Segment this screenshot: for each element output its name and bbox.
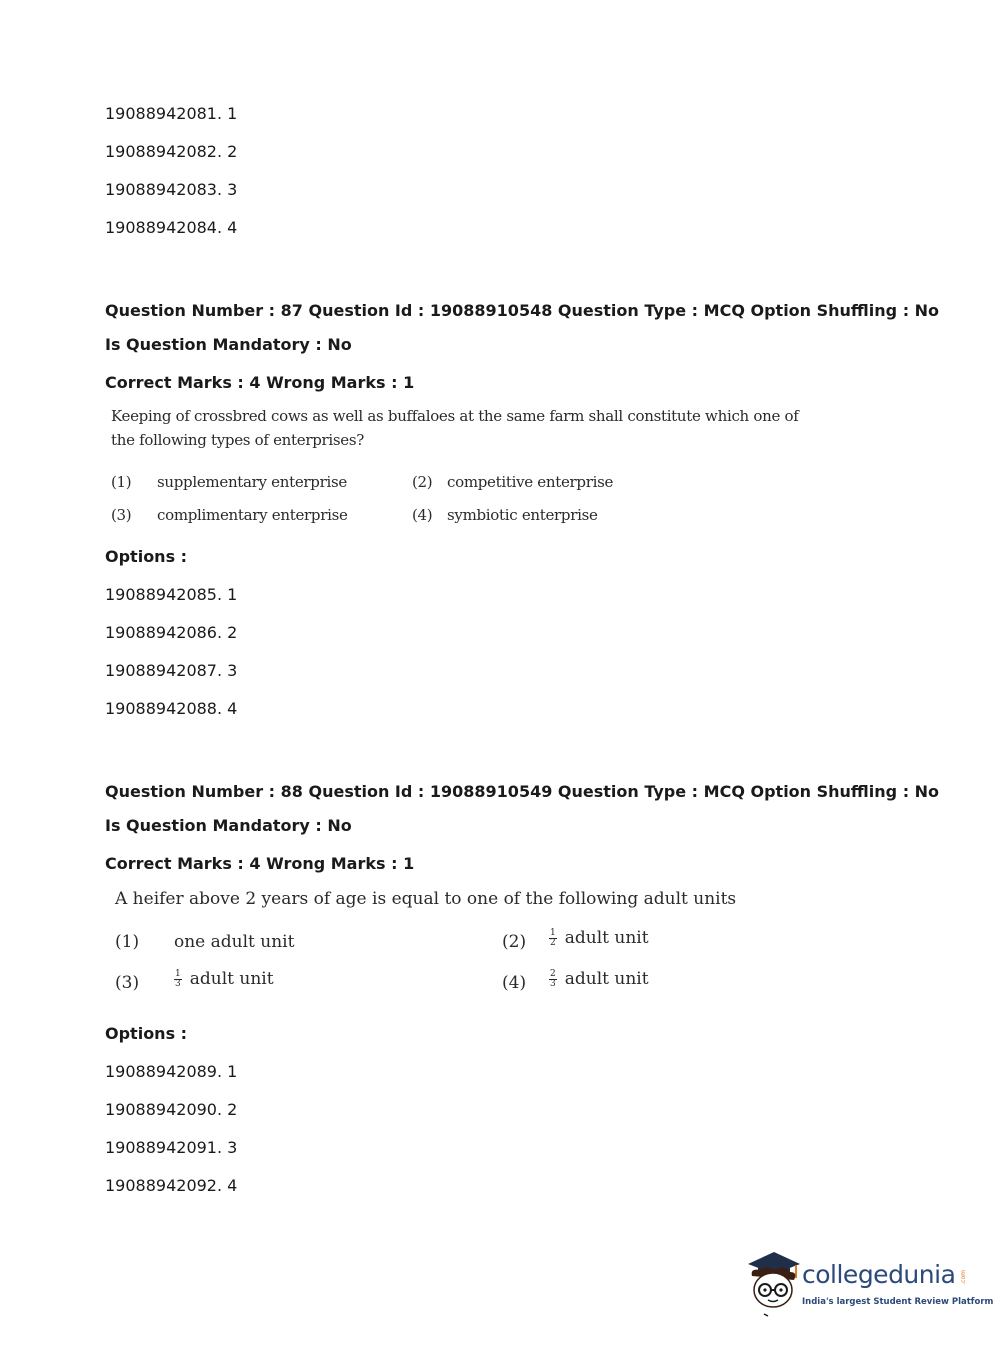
question-header: Question Number : 88 Question Id : 19088910549 Question Type : MCQ Option Shuffling : No bbox=[105, 782, 940, 801]
logo-suffix: .com bbox=[960, 1270, 967, 1285]
choice-text: $\frac{2}{3}$ adult unit bbox=[550, 969, 649, 989]
fraction: $\frac{1}{2}$ bbox=[550, 928, 556, 948]
option-line: 19088942091. 3 bbox=[105, 1138, 238, 1157]
choice-number: (2) bbox=[412, 473, 433, 491]
question-header: Question Number : 87 Question Id : 19088910548 Question Type : MCQ Option Shuffling : No bbox=[105, 301, 940, 320]
question-mandatory: Is Question Mandatory : No bbox=[105, 816, 352, 835]
option-line: 19088942083. 3 bbox=[105, 180, 238, 199]
question-marks: Correct Marks : 4 Wrong Marks : 1 bbox=[105, 854, 415, 873]
options-label: Options : bbox=[105, 1024, 188, 1043]
fraction: $\frac{2}{3}$ bbox=[550, 969, 556, 989]
option-line: 19088942082. 2 bbox=[105, 142, 238, 161]
question-text: A heifer above 2 years of age is equal to one of the following adult units bbox=[115, 889, 737, 909]
choice-number: (3) bbox=[115, 973, 140, 993]
choice-text: $\frac{1}{2}$ adult unit bbox=[550, 928, 649, 948]
choice-text: one adult unit bbox=[174, 932, 295, 952]
mascot-icon bbox=[744, 1248, 802, 1320]
option-line: 19088942084. 4 bbox=[105, 218, 238, 237]
choice-number: (4) bbox=[412, 506, 433, 524]
collegedunia-logo bbox=[744, 1248, 994, 1320]
option-line: 19088942089. 1 bbox=[105, 1062, 238, 1081]
option-line: 19088942087. 3 bbox=[105, 661, 238, 680]
option-line: 19088942085. 1 bbox=[105, 585, 238, 604]
logo-wordmark: collegedunia bbox=[802, 1260, 956, 1289]
choice-text: competitive enterprise bbox=[447, 473, 614, 491]
question-text: Keeping of crossbred cows as well as buffaloes at the same farm shall constitute which one of bbox=[111, 407, 799, 425]
choice-text: supplementary enterprise bbox=[157, 473, 347, 491]
fraction: $\frac{1}{3}$ bbox=[175, 969, 181, 989]
choice-number: (1) bbox=[111, 473, 132, 491]
question-marks: Correct Marks : 4 Wrong Marks : 1 bbox=[105, 373, 415, 392]
choice-text: $\frac{1}{3}$ adult unit bbox=[175, 969, 274, 989]
choice-number: (4) bbox=[502, 973, 527, 993]
choice-number: (3) bbox=[111, 506, 132, 524]
question-mandatory: Is Question Mandatory : No bbox=[105, 335, 352, 354]
logo-tagline: India's largest Student Review Platform bbox=[802, 1297, 994, 1307]
option-line: 19088942086. 2 bbox=[105, 623, 238, 642]
option-line: 19088942092. 4 bbox=[105, 1176, 238, 1195]
choice-number: (2) bbox=[502, 932, 527, 952]
option-line: 19088942090. 2 bbox=[105, 1100, 238, 1119]
choice-text: symbiotic enterprise bbox=[447, 506, 598, 524]
option-line: 19088942088. 4 bbox=[105, 699, 238, 718]
choice-text: complimentary enterprise bbox=[157, 506, 348, 524]
option-line: 19088942081. 1 bbox=[105, 104, 238, 123]
options-label: Options : bbox=[105, 547, 188, 566]
choice-number: (1) bbox=[115, 932, 140, 952]
question-text: the following types of enterprises? bbox=[111, 431, 365, 449]
